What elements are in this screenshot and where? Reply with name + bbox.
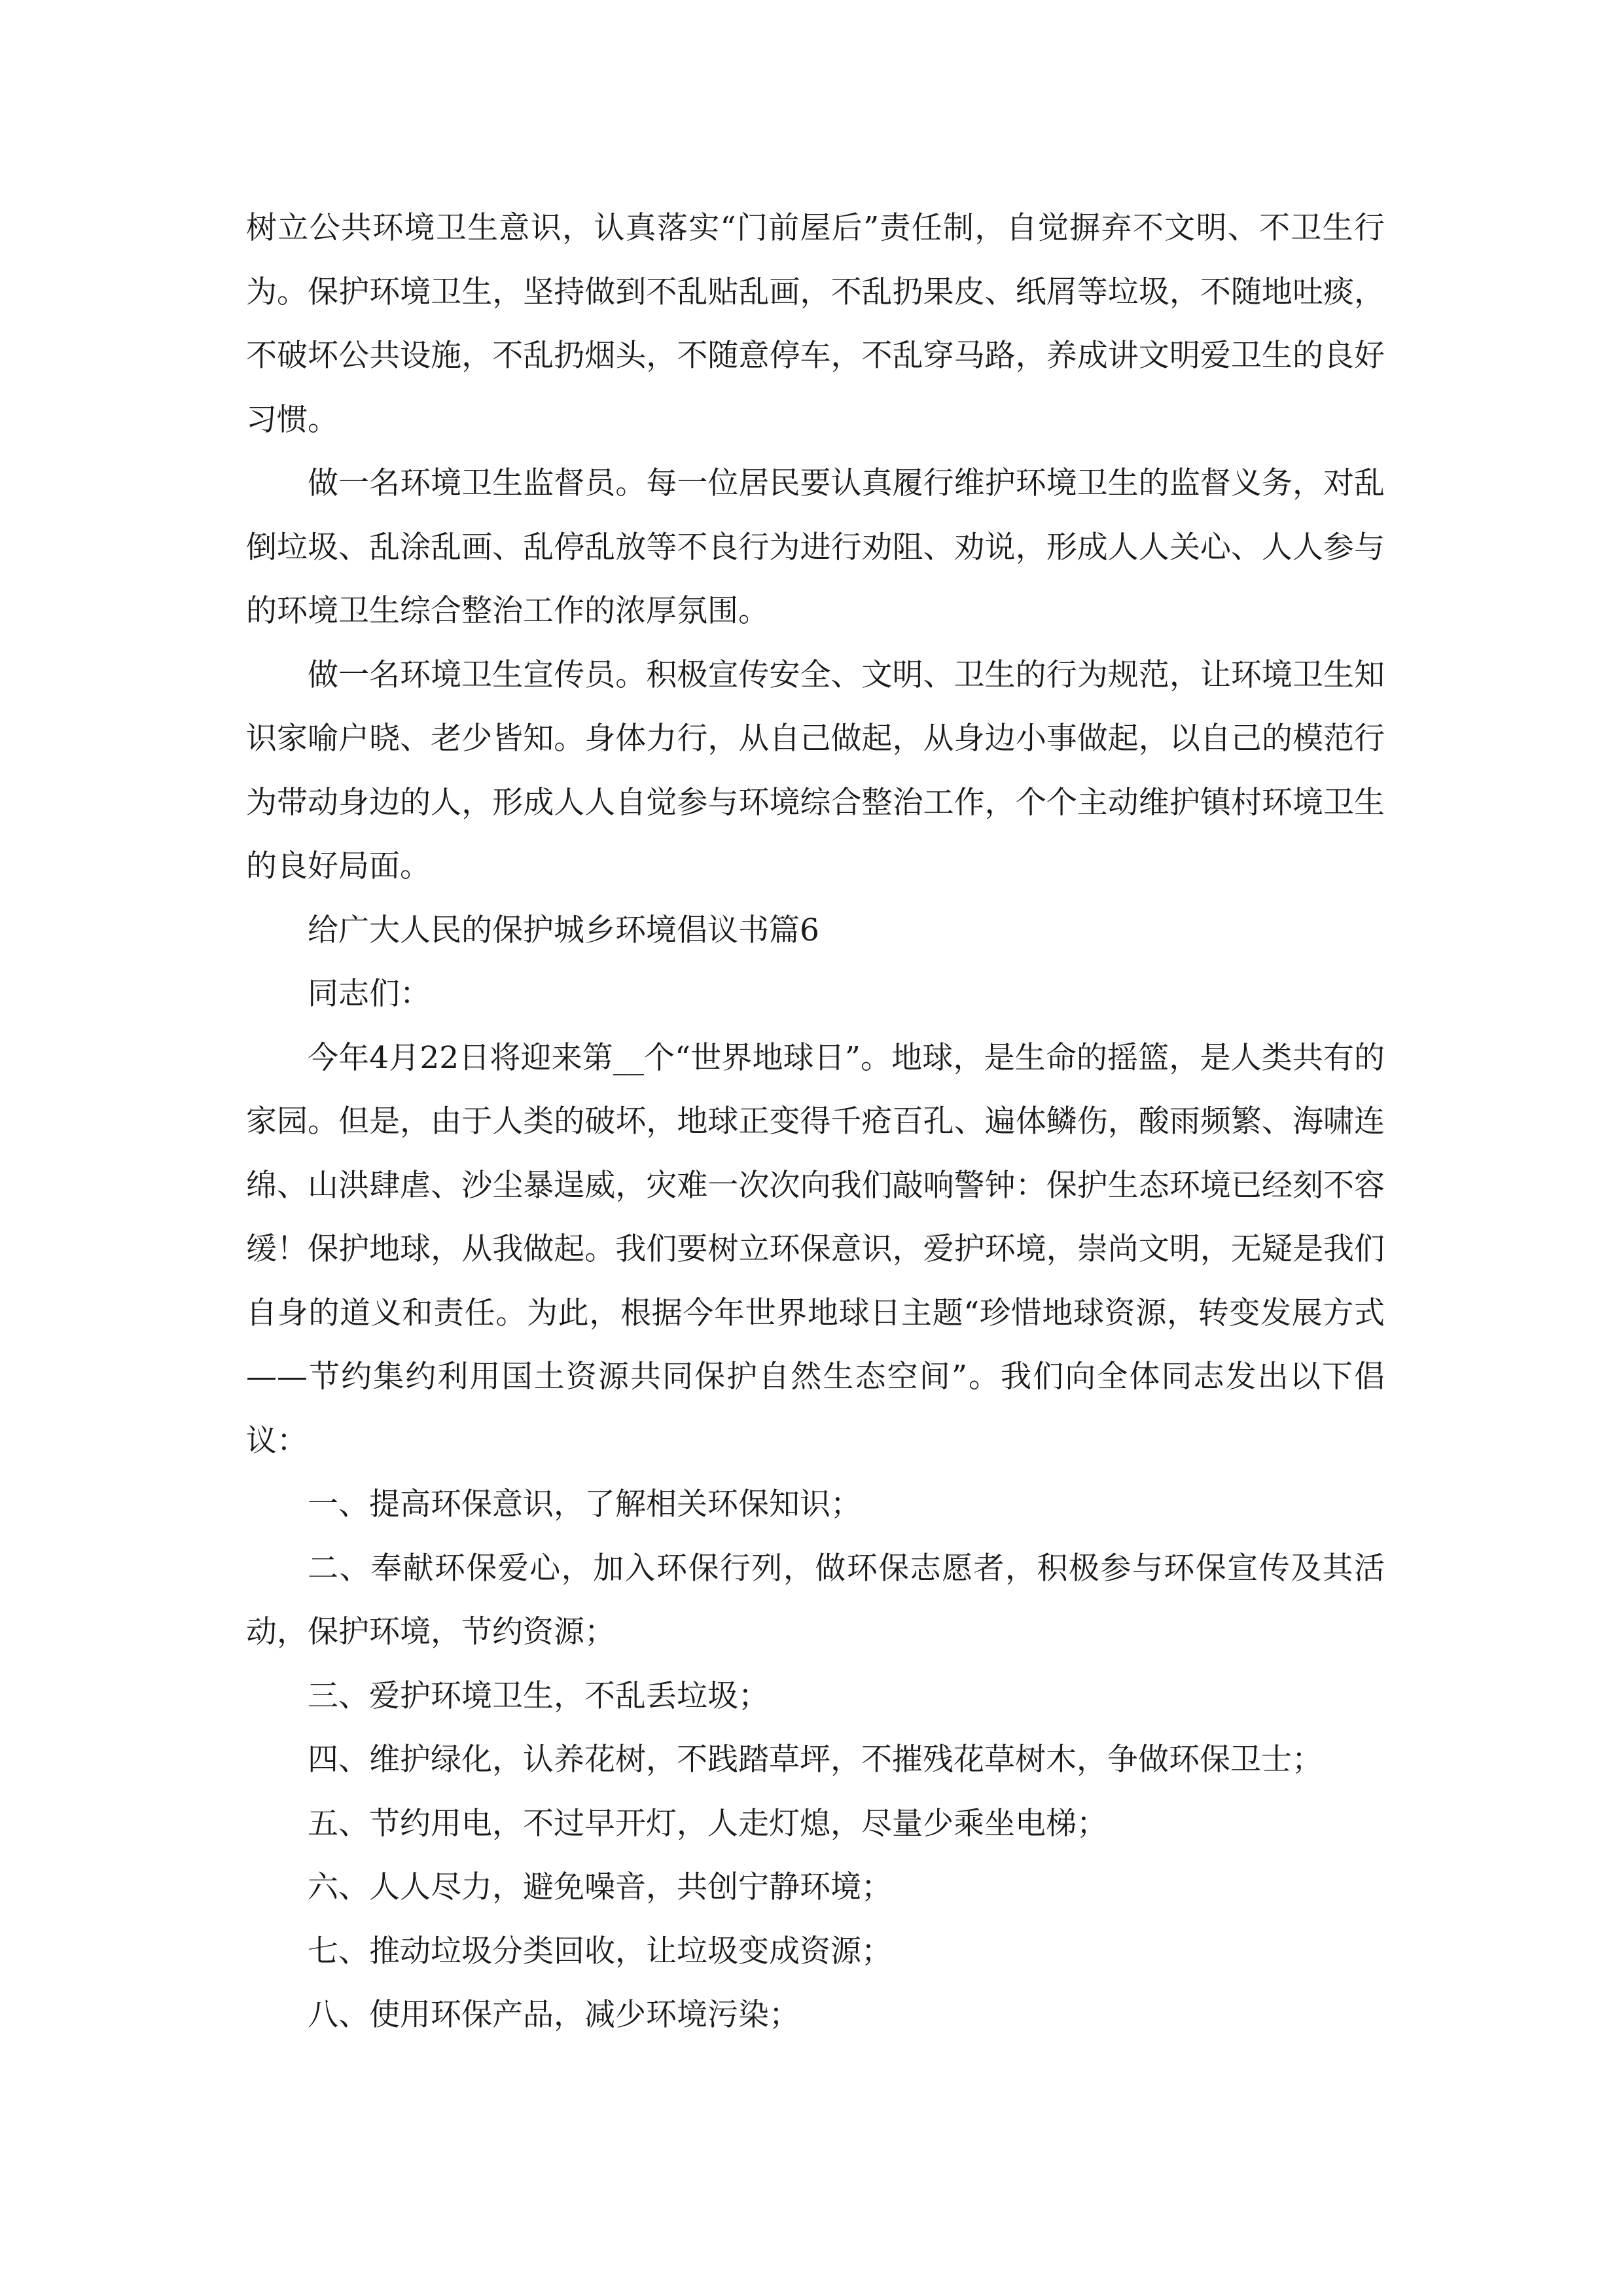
proposal-item-1: 一、提高环保意识，了解相关环保知识； — [308, 1486, 861, 1522]
paragraph-hygiene-awareness: 树立公共环境卫生意识，认真落实“门前屋后”责任制，自觉摒弃不文明、不卫生行为。保护环境卫生，坚持做到不乱贴乱画，不乱扔果皮、纸屑等垃圾，不随地吐痰，不破坏公共设施，不乱扔烟头，不随意停车，不乱穿马路，养成讲文明爱卫生的良好习惯。 — [246, 210, 1385, 438]
proposal-item-8: 八、使用环保产品，减少环境污染； — [308, 1997, 800, 2033]
document-body — [246, 196, 1385, 2047]
paragraph-hygiene-promoter: 做一名环境卫生宣传员。积极宣传安全、文明、卫生的行为规范，让环境卫生知识家喻户晓、老少皆知。身体力行，从自己做起，从身边小事做起，以自己的模范行为带动身边的人，形成人人自觉参与环境综合整治工作，个个主动维护镇村环境卫生的良好局面。 — [246, 656, 1385, 884]
proposal-item-6: 六、人人尽力，避免噪音，共创宁静环境； — [308, 1869, 892, 1905]
proposal-item-7: 七、推动垃圾分类回收，让垃圾变成资源； — [308, 1933, 892, 1969]
paragraph-earth-day: 今年4月22日将迎来第__个“世界地球日”。地球，是生命的摇篮，是人类共有的家园。但是，由于人类的破坏，地球正变得千疮百孔、遍体鳞伤，酸雨频繁、海啸连绵、山洪肆虐、沙尘暴逞威，灾难一次次向我们敲响警钟：保护生态环境已经刻不容缓！保护地球，从我做起。我们要树立环保意识，爱护环境，崇尚文明，无疑是我们自身的道义和责任。为此，根据今年世界地球日主题“珍惜地球资源，转变发展方式——节约集约利用国土资源共同保护自然生态空间”。我们向全体同志发出以下倡议： — [246, 1039, 1385, 1459]
proposal-item-2: 二、奉献环保爱心，加入环保行列，做环保志愿者，积极参与环保宣传及其活动，保护环境，节约资源； — [246, 1550, 1385, 1650]
salutation: 同志们： — [308, 976, 431, 1012]
proposal-item-3: 三、爱护环境卫生，不乱丢垃圾； — [308, 1677, 769, 1714]
proposal-item-4: 四、维护绿化，认养花树，不践踏草坪，不摧残花草树木，争做环保卫士； — [308, 1742, 1323, 1778]
section-heading: 给广大人民的保护城乡环境倡议书篇6 — [308, 912, 819, 948]
paragraph-hygiene-supervisor: 做一名环境卫生监督员。每一位居民要认真履行维护环境卫生的监督义务，对乱倒垃圾、乱涂乱画、乱停乱放等不良行为进行劝阻、劝说，形成人人关心、人人参与的环境卫生综合整治工作的浓厚氛围。 — [246, 465, 1385, 629]
proposal-item-5: 五、节约用电，不过早开灯，人走灯熄，尽量少乘坐电梯； — [308, 1805, 1107, 1842]
